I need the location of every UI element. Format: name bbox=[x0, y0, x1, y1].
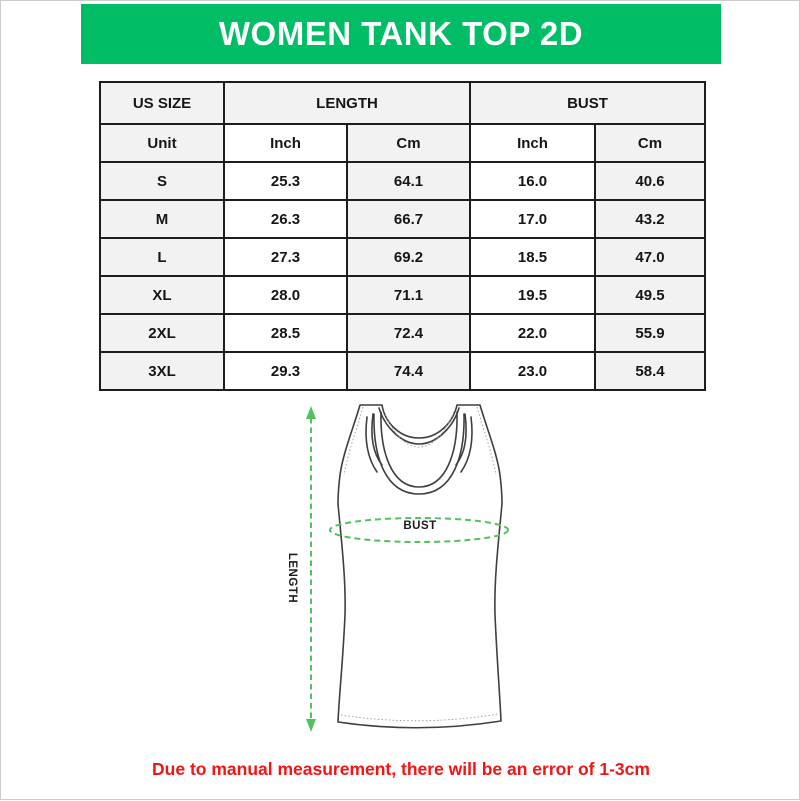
bust-cm-value: 40.6 bbox=[595, 162, 705, 200]
size-label: M bbox=[100, 200, 224, 238]
bust-label: BUST bbox=[403, 520, 437, 532]
length-cm-value: 66.7 bbox=[347, 200, 470, 238]
bust-inch-value: 17.0 bbox=[470, 200, 595, 238]
length-inch-header: Inch bbox=[224, 124, 347, 162]
bust-inch-value: 22.0 bbox=[470, 314, 595, 352]
length-measure-arrow bbox=[306, 406, 316, 732]
page-title: WOMEN TANK TOP 2D bbox=[218, 15, 584, 52]
length-cm-value: 69.2 bbox=[347, 238, 470, 276]
arrow-up-icon bbox=[306, 406, 316, 419]
bust-cm-value: 49.5 bbox=[595, 276, 705, 314]
unit-header: Unit bbox=[100, 124, 224, 162]
tank-top-outline bbox=[338, 405, 502, 728]
bust-cm-value: 47.0 bbox=[595, 238, 705, 276]
size-label: 3XL bbox=[100, 352, 224, 390]
size-label: XL bbox=[100, 276, 224, 314]
bust-cm-value: 55.9 bbox=[595, 314, 705, 352]
size-label: S bbox=[100, 162, 224, 200]
length-cm-value: 71.1 bbox=[347, 276, 470, 314]
bust-cm-value: 58.4 bbox=[595, 352, 705, 390]
arrow-down-icon bbox=[306, 719, 316, 732]
measurement-error-note: Due to manual measurement, there will be an error of 1-3cm bbox=[152, 759, 650, 779]
size-label: L bbox=[100, 238, 224, 276]
bust-inch-value: 19.5 bbox=[470, 276, 595, 314]
us-size-header: US SIZE bbox=[100, 82, 224, 124]
bust-inch-value: 16.0 bbox=[470, 162, 595, 200]
length-inch-value: 28.5 bbox=[224, 314, 347, 352]
length-inch-value: 29.3 bbox=[224, 352, 347, 390]
bust-inch-value: 18.5 bbox=[470, 238, 595, 276]
length-inch-value: 26.3 bbox=[224, 200, 347, 238]
length-inch-value: 28.0 bbox=[224, 276, 347, 314]
length-label: LENGTH bbox=[286, 552, 298, 604]
bust-cm-header: Cm bbox=[595, 124, 705, 162]
length-inch-value: 27.3 bbox=[224, 238, 347, 276]
length-cm-header: Cm bbox=[347, 124, 470, 162]
bust-inch-value: 23.0 bbox=[470, 352, 595, 390]
length-inch-value: 25.3 bbox=[224, 162, 347, 200]
bust-cm-value: 43.2 bbox=[595, 200, 705, 238]
length-group-header: LENGTH bbox=[224, 82, 470, 124]
bust-inch-header: Inch bbox=[470, 124, 595, 162]
length-cm-value: 74.4 bbox=[347, 352, 470, 390]
length-cm-value: 64.1 bbox=[347, 162, 470, 200]
size-label: 2XL bbox=[100, 314, 224, 352]
length-cm-value: 72.4 bbox=[347, 314, 470, 352]
bust-group-header: BUST bbox=[470, 82, 705, 124]
tank-top-diagram bbox=[1, 1, 800, 801]
